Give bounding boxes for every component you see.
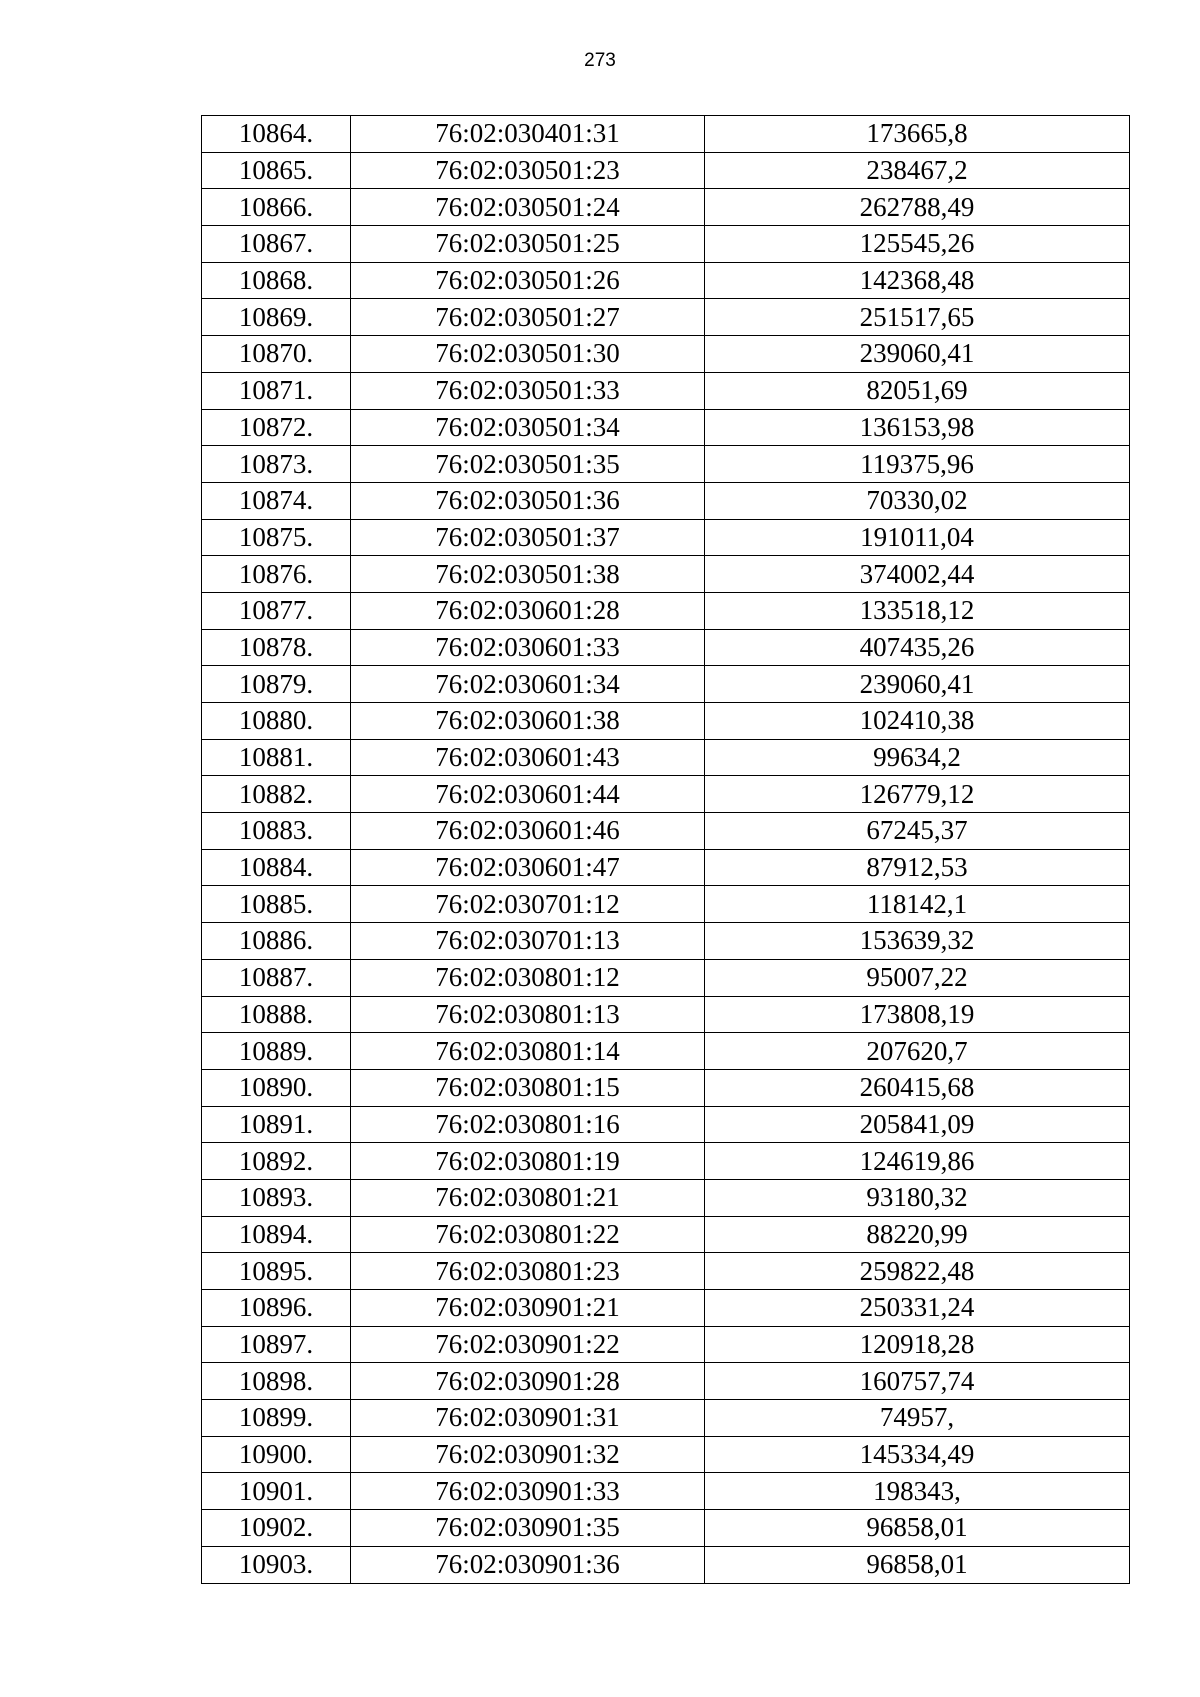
table-row: [202, 996, 1130, 1033]
cadastral-number-cell: 76:02:030701:12: [351, 886, 705, 923]
cadastral-number-cell: 76:02:030901:36: [351, 1546, 705, 1583]
table-row: [202, 299, 1130, 336]
table-row: [202, 1216, 1130, 1253]
cadastral-number-cell: 76:02:030901:33: [351, 1473, 705, 1510]
row-number-cell: 10884.: [202, 849, 351, 886]
table-row: [202, 886, 1130, 923]
cadastral-number-cell: 76:02:030901:28: [351, 1363, 705, 1400]
value-cell: 145334,49: [705, 1436, 1130, 1473]
cadastral-number-cell: 76:02:030501:34: [351, 409, 705, 446]
cadastral-number-cell: 76:02:030801:16: [351, 1106, 705, 1143]
row-number-cell: 10896.: [202, 1290, 351, 1327]
cadastral-number-cell: 76:02:030501:33: [351, 372, 705, 409]
cadastral-number-cell: 76:02:030801:12: [351, 959, 705, 996]
row-number-cell: 10866.: [202, 189, 351, 226]
row-number-cell: 10894.: [202, 1216, 351, 1253]
table-row: [202, 1253, 1130, 1290]
row-number-cell: 10888.: [202, 996, 351, 1033]
table-row: [202, 703, 1130, 740]
value-cell: 239060,41: [705, 666, 1130, 703]
table-row: [202, 813, 1130, 850]
cadastral-number-cell: 76:02:030601:43: [351, 739, 705, 776]
row-number-cell: 10874.: [202, 482, 351, 519]
row-number-cell: 10890.: [202, 1069, 351, 1106]
value-cell: 198343,: [705, 1473, 1130, 1510]
row-number-cell: 10901.: [202, 1473, 351, 1510]
value-cell: 374002,44: [705, 556, 1130, 593]
cadastral-number-cell: 76:02:030601:28: [351, 592, 705, 629]
cadastral-number-cell: 76:02:030801:19: [351, 1143, 705, 1180]
cadastral-number-cell: 76:02:030401:31: [351, 116, 705, 153]
cadastral-number-cell: 76:02:030801:15: [351, 1069, 705, 1106]
cadastral-table: [201, 115, 1130, 1584]
table-row: [202, 1400, 1130, 1437]
table-row: [202, 189, 1130, 226]
row-number-cell: 10900.: [202, 1436, 351, 1473]
cadastral-number-cell: 76:02:030601:34: [351, 666, 705, 703]
row-number-cell: 10869.: [202, 299, 351, 336]
table-row: [202, 629, 1130, 666]
value-cell: 407435,26: [705, 629, 1130, 666]
cadastral-number-cell: 76:02:030501:30: [351, 336, 705, 373]
table-row: [202, 519, 1130, 556]
value-cell: 173665,8: [705, 116, 1130, 153]
row-number-cell: 10870.: [202, 336, 351, 373]
row-number-cell: 10889.: [202, 1033, 351, 1070]
row-number-cell: 10882.: [202, 776, 351, 813]
table-row: [202, 1033, 1130, 1070]
cadastral-number-cell: 76:02:030801:14: [351, 1033, 705, 1070]
cadastral-number-cell: 76:02:030801:21: [351, 1179, 705, 1216]
row-number-cell: 10879.: [202, 666, 351, 703]
table-row: [202, 959, 1130, 996]
row-number-cell: 10885.: [202, 886, 351, 923]
row-number-cell: 10868.: [202, 262, 351, 299]
cadastral-number-cell: 76:02:030501:37: [351, 519, 705, 556]
value-cell: 95007,22: [705, 959, 1130, 996]
row-number-cell: 10871.: [202, 372, 351, 409]
value-cell: 126779,12: [705, 776, 1130, 813]
cadastral-number-cell: 76:02:030601:47: [351, 849, 705, 886]
value-cell: 142368,48: [705, 262, 1130, 299]
value-cell: 87912,53: [705, 849, 1130, 886]
row-number-cell: 10898.: [202, 1363, 351, 1400]
table-row: [202, 1106, 1130, 1143]
row-number-cell: 10893.: [202, 1179, 351, 1216]
page-number: 273: [584, 50, 616, 71]
value-cell: 125545,26: [705, 226, 1130, 263]
value-cell: 67245,37: [705, 813, 1130, 850]
row-number-cell: 10886.: [202, 923, 351, 960]
cadastral-number-cell: 76:02:030701:13: [351, 923, 705, 960]
value-cell: 99634,2: [705, 739, 1130, 776]
cadastral-number-cell: 76:02:030901:22: [351, 1326, 705, 1363]
row-number-cell: 10903.: [202, 1546, 351, 1583]
table-row: [202, 1069, 1130, 1106]
table-row: [202, 1363, 1130, 1400]
cadastral-number-cell: 76:02:030501:24: [351, 189, 705, 226]
cadastral-number-cell: 76:02:030601:38: [351, 703, 705, 740]
value-cell: 82051,69: [705, 372, 1130, 409]
value-cell: 191011,04: [705, 519, 1130, 556]
cadastral-number-cell: 76:02:030801:23: [351, 1253, 705, 1290]
table-row: [202, 849, 1130, 886]
cadastral-number-cell: 76:02:030501:25: [351, 226, 705, 263]
value-cell: 74957,: [705, 1400, 1130, 1437]
cadastral-number-cell: 76:02:030501:26: [351, 262, 705, 299]
row-number-cell: 10872.: [202, 409, 351, 446]
table-row: [202, 152, 1130, 189]
table-row: [202, 372, 1130, 409]
cadastral-number-cell: 76:02:030601:44: [351, 776, 705, 813]
value-cell: 262788,49: [705, 189, 1130, 226]
cadastral-number-cell: 76:02:030501:35: [351, 446, 705, 483]
value-cell: 153639,32: [705, 923, 1130, 960]
row-number-cell: 10865.: [202, 152, 351, 189]
table-row: [202, 1179, 1130, 1216]
table-row: [202, 446, 1130, 483]
cadastral-number-cell: 76:02:030501:38: [351, 556, 705, 593]
value-cell: 119375,96: [705, 446, 1130, 483]
cadastral-number-cell: 76:02:030601:46: [351, 813, 705, 850]
row-number-cell: 10878.: [202, 629, 351, 666]
cadastral-number-cell: 76:02:030501:27: [351, 299, 705, 336]
value-cell: 102410,38: [705, 703, 1130, 740]
cadastral-number-cell: 76:02:030801:22: [351, 1216, 705, 1253]
row-number-cell: 10880.: [202, 703, 351, 740]
row-number-cell: 10902.: [202, 1510, 351, 1547]
cadastral-number-cell: 76:02:030901:21: [351, 1290, 705, 1327]
value-cell: 124619,86: [705, 1143, 1130, 1180]
value-cell: 96858,01: [705, 1546, 1130, 1583]
row-number-cell: 10891.: [202, 1106, 351, 1143]
value-cell: 96858,01: [705, 1510, 1130, 1547]
value-cell: 250331,24: [705, 1290, 1130, 1327]
cadastral-number-cell: 76:02:030901:32: [351, 1436, 705, 1473]
cadastral-number-cell: 76:02:030601:33: [351, 629, 705, 666]
table-row: [202, 226, 1130, 263]
table-row: [202, 923, 1130, 960]
row-number-cell: 10883.: [202, 813, 351, 850]
table-row: [202, 116, 1130, 153]
row-number-cell: 10867.: [202, 226, 351, 263]
row-number-cell: 10864.: [202, 116, 351, 153]
value-cell: 260415,68: [705, 1069, 1130, 1106]
cadastral-number-cell: 76:02:030501:36: [351, 482, 705, 519]
table-row: [202, 336, 1130, 373]
value-cell: 173808,19: [705, 996, 1130, 1033]
value-cell: 238467,2: [705, 152, 1130, 189]
table-row: [202, 1510, 1130, 1547]
row-number-cell: 10887.: [202, 959, 351, 996]
value-cell: 88220,99: [705, 1216, 1130, 1253]
row-number-cell: 10875.: [202, 519, 351, 556]
row-number-cell: 10895.: [202, 1253, 351, 1290]
cadastral-number-cell: 76:02:030801:13: [351, 996, 705, 1033]
row-number-cell: 10876.: [202, 556, 351, 593]
cadastral-number-cell: 76:02:030901:35: [351, 1510, 705, 1547]
table-row: [202, 1143, 1130, 1180]
table-body: [202, 116, 1130, 1584]
value-cell: 251517,65: [705, 299, 1130, 336]
table-row: [202, 262, 1130, 299]
table-row: [202, 592, 1130, 629]
row-number-cell: 10873.: [202, 446, 351, 483]
value-cell: 239060,41: [705, 336, 1130, 373]
table-row: [202, 666, 1130, 703]
row-number-cell: 10892.: [202, 1143, 351, 1180]
value-cell: 120918,28: [705, 1326, 1130, 1363]
row-number-cell: 10897.: [202, 1326, 351, 1363]
value-cell: 136153,98: [705, 409, 1130, 446]
table-row: [202, 1546, 1130, 1583]
value-cell: 205841,09: [705, 1106, 1130, 1143]
table-row: [202, 739, 1130, 776]
value-cell: 118142,1: [705, 886, 1130, 923]
row-number-cell: 10899.: [202, 1400, 351, 1437]
table-row: [202, 1326, 1130, 1363]
table-row: [202, 776, 1130, 813]
table-row: [202, 482, 1130, 519]
row-number-cell: 10881.: [202, 739, 351, 776]
value-cell: 93180,32: [705, 1179, 1130, 1216]
row-number-cell: 10877.: [202, 592, 351, 629]
cadastral-number-cell: 76:02:030901:31: [351, 1400, 705, 1437]
value-cell: 160757,74: [705, 1363, 1130, 1400]
table-row: [202, 1290, 1130, 1327]
table-row: [202, 1473, 1130, 1510]
cadastral-number-cell: 76:02:030501:23: [351, 152, 705, 189]
value-cell: 259822,48: [705, 1253, 1130, 1290]
value-cell: 70330,02: [705, 482, 1130, 519]
table-row: [202, 1436, 1130, 1473]
table-row: [202, 409, 1130, 446]
value-cell: 133518,12: [705, 592, 1130, 629]
value-cell: 207620,7: [705, 1033, 1130, 1070]
table-row: [202, 556, 1130, 593]
